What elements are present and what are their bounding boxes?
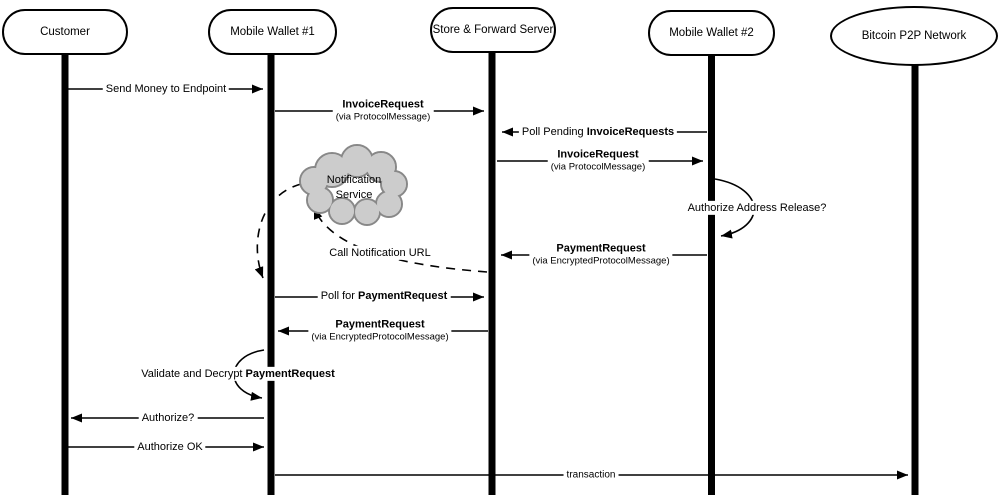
actor-customer: Customer xyxy=(2,9,128,55)
actor-mobile-wallet-1: Mobile Wallet #1 xyxy=(208,9,337,55)
label-validate-and-decrypt: Validate and Decrypt PaymentRequest xyxy=(138,367,338,381)
actor-store-forward-server: Store & Forward Server xyxy=(430,7,556,53)
label-transaction: transaction xyxy=(564,469,619,482)
label-authorize-ok: Authorize OK xyxy=(134,440,205,454)
label-authorize-question: Authorize? xyxy=(139,411,198,425)
label-invoice-request-2: InvoiceRequest (via ProtocolMessage) xyxy=(548,148,649,175)
label-payment-request-2: PaymentRequest (via EncryptedProtocolMessage) xyxy=(308,318,451,345)
label-poll-pending-invoicerequests: Poll Pending InvoiceRequests xyxy=(519,125,677,139)
label-poll-for-paymentrequest: Poll for PaymentRequest xyxy=(318,289,451,303)
actor-mobile-wallet-2: Mobile Wallet #2 xyxy=(648,10,775,56)
notification-service-label: Notification Service xyxy=(326,174,382,201)
bitcoin-p2p-lifeline xyxy=(912,64,919,495)
label-authorize-address-release: Authorize Address Release? xyxy=(685,201,830,215)
customer-lifeline xyxy=(62,55,69,495)
mobile-wallet-1-lifeline xyxy=(268,53,275,495)
label-invoice-request-1: InvoiceRequest (via ProtocolMessage) xyxy=(333,98,434,125)
label-send-money-to-endpoint: Send Money to Endpoint xyxy=(103,82,229,96)
mobile-wallet-2-lifeline xyxy=(708,56,715,495)
arrow-notify-wallet-1 xyxy=(257,184,301,278)
label-payment-request-1: PaymentRequest (via EncryptedProtocolMessage) xyxy=(529,242,672,269)
label-call-notification-url: Call Notification URL xyxy=(326,246,433,260)
store-forward-server-lifeline xyxy=(489,51,496,495)
actor-bitcoin-p2p-network: Bitcoin P2P Network xyxy=(830,6,998,66)
